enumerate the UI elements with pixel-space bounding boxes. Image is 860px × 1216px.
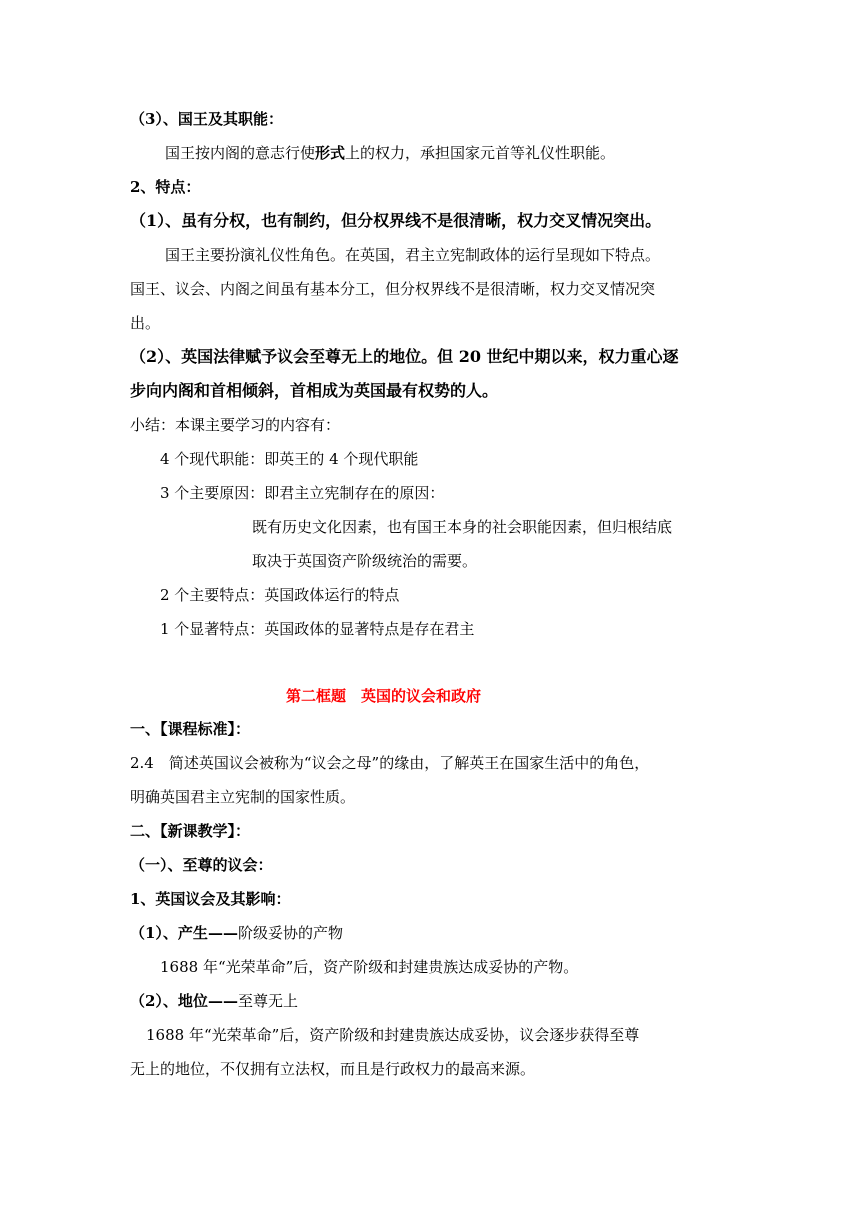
summary-item-2: 3 个主要原因：即君主立宪制存在的原因： [160, 484, 445, 502]
feature-1-body-line-3: 出。 [130, 314, 161, 332]
origin-body: 1688 年“光荣革命”后，资产阶级和封建贵族达成妥协的产物。 [160, 958, 579, 976]
summary-title: 小结：本课主要学习的内容有： [130, 416, 341, 434]
summary-item-4: 1 个显著特点：英国政体的显著特点是存在君主 [160, 620, 475, 638]
status-line [130, 990, 298, 1012]
subheading-king-functions: （3）、国王及其职能： [130, 110, 283, 128]
heading-course-standard: 一、【课程标准】： [130, 720, 251, 738]
heading-features: 2、特点： [130, 178, 201, 196]
standard-line-2: 明确英国君主立宪制的国家性质。 [130, 788, 356, 806]
origin-label: （1）、产生—— [130, 924, 238, 942]
feature-1-body-line-2: 国王、议会、内阁之间虽有基本分工，但分权界线不是很清晰，权力交叉情况突 [130, 280, 656, 298]
paragraph-king-powers [165, 142, 615, 164]
summary-item-2-detail-line-1: 既有历史文化因素，也有国王本身的社会职能因素，但归根结底 [252, 518, 673, 536]
feature-1-heading: （1）、虽有分权，也有制约，但分权界线不是很清晰，权力交叉情况突出。 [130, 211, 662, 230]
feature-2-line-2: 步向内阁和首相倾斜，首相成为英国最有权势的人。 [130, 381, 499, 400]
text-segment: 国王按内阁的意志行使 [165, 144, 316, 162]
heading-supreme-parliament: （一）、至尊的议会： [130, 856, 273, 874]
status-label: （2）、地位—— [130, 992, 238, 1010]
heading-new-lesson: 二、【新课教学】： [130, 822, 251, 840]
status-body-line-2: 无上的地位，不仅拥有立法权，而且是行政权力的最高来源。 [130, 1060, 536, 1078]
status-body-line-1: 1688 年“光荣革命”后，资产阶级和封建贵族达成妥协，议会逐步获得至尊 [146, 1026, 640, 1044]
summary-item-2-detail-line-2: 取决于英国资产阶级统治的需要。 [252, 552, 478, 570]
origin-line [130, 922, 343, 944]
section-title: 第二框题 英国的议会和政府 [286, 687, 482, 705]
feature-2-line-1: （2）、英国法律赋予议会至尊无上的地位。但 20 世纪中期以来，权力重心逐 [130, 347, 679, 366]
status-text: 至尊无上 [237, 992, 298, 1010]
text-segment: 上的权力，承担国家元首等礼仪性职能。 [345, 144, 616, 162]
origin-text: 阶级妥协的产物 [237, 924, 343, 942]
feature-1-body-line-1: 国王主要扮演礼仪性角色。在英国，君主立宪制政体的运行呈现如下特点。 [165, 246, 661, 264]
heading-parliament-influence: 1、英国议会及其影响： [130, 890, 291, 908]
summary-item-3: 2 个主要特点：英国政体运行的特点 [160, 586, 400, 604]
summary-item-1: 4 个现代职能：即英王的 4 个现代职能 [160, 450, 419, 468]
bold-keyword: 形式 [315, 144, 346, 162]
standard-line-1: 2.4 简述英国议会被称为“议会之母”的缘由，了解英王在国家生活中的角色， [130, 754, 650, 772]
